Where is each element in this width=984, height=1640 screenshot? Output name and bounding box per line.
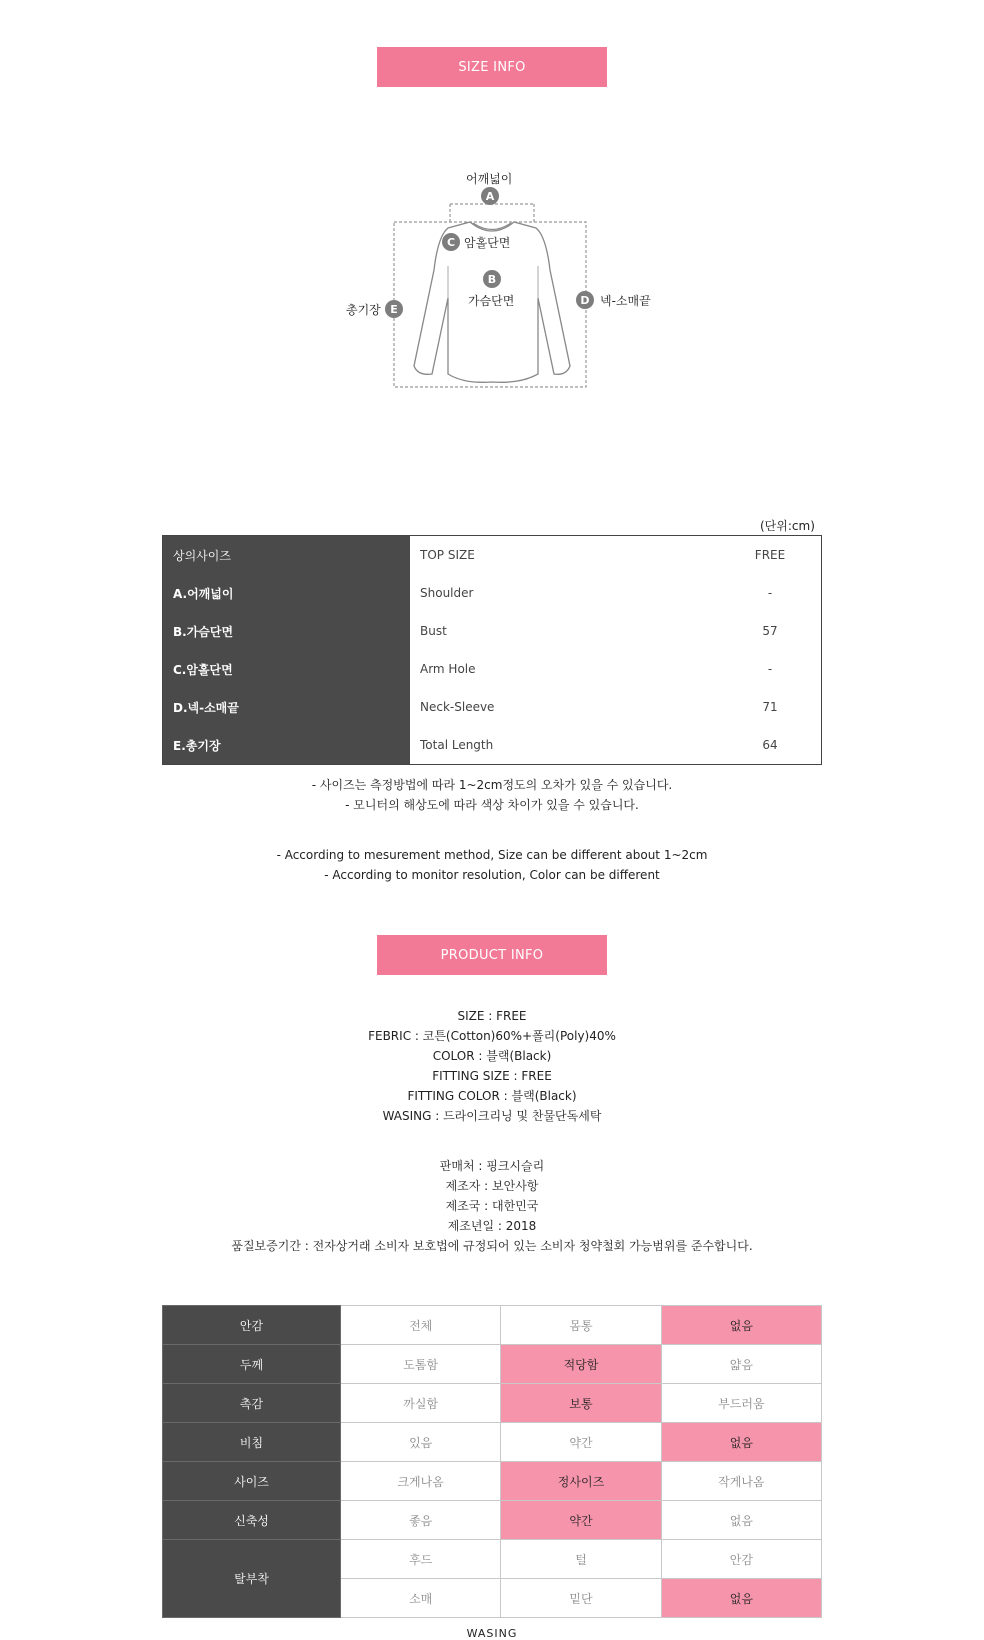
attribute-option: 전체: [341, 1306, 501, 1345]
label-shoulder: 어깨넓이: [466, 172, 513, 186]
size-row-en: Neck-Sleeve: [420, 700, 495, 714]
attribute-name: 신축성: [163, 1501, 341, 1540]
garment-diagram: [330, 170, 660, 400]
attribute-option: 몸통: [501, 1306, 661, 1345]
size-row-value: 64: [762, 738, 778, 752]
size-table: [162, 535, 822, 765]
size-row-value: -: [767, 662, 773, 676]
size-row-label: E.총기장: [173, 738, 221, 753]
unit-note: (단위:cm): [760, 519, 815, 533]
size-row-label: C.암홀단면: [173, 662, 233, 677]
attribute-option: 없음: [661, 1423, 821, 1462]
attribute-option: 약간: [501, 1501, 661, 1540]
attribute-name: 비침: [163, 1423, 341, 1462]
product-info-title: PRODUCT INFO: [440, 947, 544, 963]
seller-info-line: 제조년일 : 2018: [447, 1219, 537, 1233]
attribute-row: [163, 1462, 822, 1501]
attribute-option: 적당함: [501, 1345, 661, 1384]
product-info-line: WASING : 드라이크리닝 및 찬물단독세탁: [382, 1109, 602, 1123]
note-line: - 모니터의 해상도에 따라 색상 차이가 있을 수 있습니다.: [345, 798, 639, 812]
attribute-option: 안감: [661, 1540, 821, 1579]
attribute-row: [163, 1384, 822, 1423]
attribute-option: 털: [501, 1540, 661, 1579]
attribute-name: 사이즈: [163, 1462, 341, 1501]
attribute-option: 보통: [501, 1384, 661, 1423]
size-table-labels: [163, 536, 410, 764]
product-info-line: SIZE : FREE: [457, 1009, 527, 1023]
product-info-header: [377, 935, 607, 975]
attribute-option: 좋음: [341, 1501, 501, 1540]
attribute-option: 있음: [341, 1423, 501, 1462]
size-row-en: Shoulder: [420, 586, 474, 600]
size-row: [410, 726, 821, 764]
marker-c: C: [442, 233, 460, 251]
seller-info-line: 제조자 : 보안사항: [445, 1179, 539, 1193]
label-armhole: 암홀단면: [464, 236, 511, 250]
attribute-option: 정사이즈: [501, 1462, 661, 1501]
attribute-option: 작게나옴: [661, 1462, 821, 1501]
seller-info-line: 제조국 : 대한민국: [445, 1199, 539, 1213]
attribute-option: 후드: [341, 1540, 501, 1579]
marker-b: B: [483, 270, 501, 288]
attribute-name: 두께: [163, 1345, 341, 1384]
attribute-option: 부드러움: [661, 1384, 821, 1423]
label-total-length: 총기장: [346, 303, 381, 317]
attribute-row: [163, 1501, 822, 1540]
size-table-values: [410, 536, 821, 764]
attribute-option: 소매: [341, 1579, 501, 1618]
size-row-label: 상의사이즈: [173, 548, 231, 563]
attribute-row: [163, 1345, 822, 1384]
size-row-value: 71: [762, 700, 778, 714]
product-info-line: FEBRIC : 코튼(Cotton)60%+폴리(Poly)40%: [368, 1029, 616, 1043]
size-info-title: SIZE INFO: [458, 59, 526, 75]
product-info-line: FITTING COLOR : 블랙(Black): [407, 1089, 577, 1103]
attribute-option: 없음: [661, 1579, 821, 1618]
attribute-row: [163, 1423, 822, 1462]
size-row-en: Arm Hole: [420, 662, 476, 676]
attribute-row: [163, 1540, 822, 1579]
size-row-label: D.넥-소매끝: [173, 700, 239, 715]
attribute-name: 탈부착: [163, 1540, 341, 1618]
seller-info-line: 판매처 : 핑크시슬리: [439, 1159, 545, 1173]
attribute-option: 없음: [661, 1306, 821, 1345]
product-info-line: COLOR : 블랙(Black): [432, 1049, 552, 1063]
label-neck-sleeve: 넥-소매끝: [600, 294, 651, 308]
size-row-en: Bust: [420, 624, 447, 638]
size-row-value: -: [767, 586, 773, 600]
marker-e: E: [385, 300, 403, 318]
attribute-option: 약간: [501, 1423, 661, 1462]
attribute-name: 촉감: [163, 1384, 341, 1423]
attribute-option: 없음: [661, 1501, 821, 1540]
marker-d: D: [576, 291, 594, 309]
size-row-label: A.어깨넓이: [173, 586, 234, 601]
size-row: [410, 536, 821, 574]
attribute-option: 도톰함: [341, 1345, 501, 1384]
label-bust: 가슴단면: [468, 294, 515, 308]
attribute-option: 크게나옴: [341, 1462, 501, 1501]
note-line: - According to monitor resolution, Color can be different: [324, 868, 660, 882]
attribute-option: 얇음: [661, 1345, 821, 1384]
note-line: - According to mesurement method, Size can be different about 1~2cm: [276, 848, 708, 862]
size-notes-english: [0, 845, 984, 885]
size-row: [410, 574, 821, 612]
fabric-attributes-table: [162, 1305, 822, 1618]
size-row: [410, 688, 821, 726]
size-row-label: B.가슴단면: [173, 624, 234, 639]
product-info-text: [0, 1006, 984, 1256]
attribute-name: 안감: [163, 1306, 341, 1345]
marker-a: A: [481, 187, 499, 205]
washing-section-title: WASING: [466, 1627, 518, 1640]
size-row: [410, 612, 821, 650]
seller-info-line: 품질보증기간 : 전자상거래 소비자 보호법에 규정되어 있는 소비자 청약철회 가능범위를 준수합니다.: [231, 1239, 753, 1253]
size-row-value: 57: [762, 624, 778, 638]
size-notes-korean: [0, 775, 984, 815]
note-line: - 사이즈는 측정방법에 따라 1~2cm정도의 오차가 있을 수 있습니다.: [311, 778, 673, 792]
attribute-option: 까실함: [341, 1384, 501, 1423]
product-info-line: FITTING SIZE : FREE: [432, 1069, 552, 1083]
size-row-en: Total Length: [420, 738, 494, 752]
size-row-value: FREE: [754, 548, 786, 562]
attribute-option: 밑단: [501, 1579, 661, 1618]
attribute-row: [163, 1306, 822, 1345]
size-info-header: [377, 47, 607, 87]
size-row-en: TOP SIZE: [420, 548, 475, 562]
size-row: [410, 650, 821, 688]
